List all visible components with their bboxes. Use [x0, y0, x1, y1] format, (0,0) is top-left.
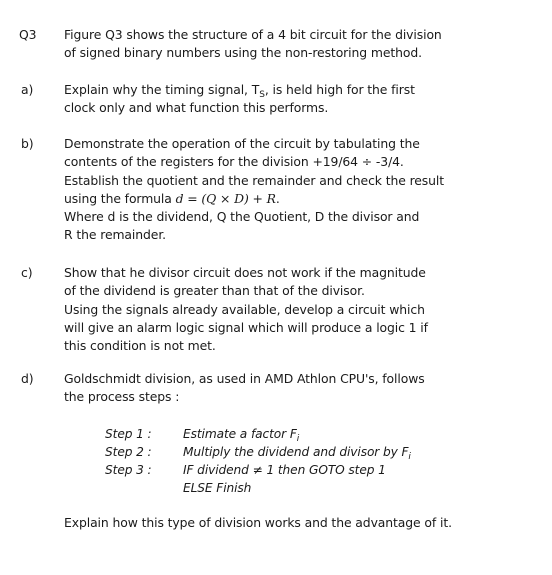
text-line: Explain how this type of division works and the advantage of it. [64, 515, 452, 530]
part-b-text [64, 135, 444, 245]
text-line: this condition is not met. [64, 338, 216, 354]
text-line: Where d is the dividend, Q the Quotient, D the divisor and [64, 209, 420, 225]
part-c-text [64, 264, 428, 355]
part-label-d: d) [21, 371, 34, 386]
step-desc: Multiply the dividend and divisor by $F_i$ [183, 445, 411, 462]
text-line: the process steps : [64, 389, 180, 405]
text-line: of signed binary numbers using the non-restoring method. [64, 45, 422, 61]
closing-instruction [64, 514, 452, 532]
text-line: clock only and what function this performs. [64, 100, 329, 116]
formula: d = (Q × D) + R [175, 190, 276, 206]
text-line: Using the signals already available, develop a circuit which [64, 301, 425, 317]
step-desc: Estimate a factor $F_i$ [183, 427, 300, 444]
text-line: Show that he divisor circuit does not work if the magnitude [64, 265, 426, 280]
text-line: will give an alarm logic signal which will produce a logic 1 if [64, 319, 428, 335]
text-line: Demonstrate the operation of the circuit by tabulating the [64, 136, 420, 151]
text-line: Figure Q3 shows the structure of a 4 bit circuit for the division [64, 27, 442, 42]
step-desc: ELSE Finish [183, 481, 252, 495]
part-label-b: b) [21, 136, 34, 151]
text-line: using the formula d = (Q × D) + R. [64, 190, 280, 206]
part-a-text [64, 81, 415, 118]
part-d-text [64, 370, 425, 407]
step-desc: IF dividend ≠ 1 then GOTO step 1 [183, 463, 386, 477]
text-line: R the remainder. [64, 227, 167, 243]
step-label: Step 3 : [105, 463, 152, 477]
text-line: of the dividend is greater than that of the divisor. [64, 283, 365, 299]
part-label-c: c) [21, 265, 33, 280]
text-line: contents of the registers for the division +19/64 ÷ -3/4. [64, 154, 404, 170]
text-line: Goldschmidt division, as used in AMD Athlon CPU's, follows [64, 371, 425, 386]
question-number: Q3 [19, 27, 37, 42]
step-label: Step 2 : [105, 445, 152, 459]
question-intro [64, 26, 442, 63]
text-line: Establish the quotient and the remainder and check the result [64, 172, 445, 188]
step-label: Step 1 : [105, 427, 152, 441]
part-label-a: a) [21, 82, 34, 97]
text-line: Explain why the timing signal, $T_S$, is held high for the first [64, 82, 415, 100]
